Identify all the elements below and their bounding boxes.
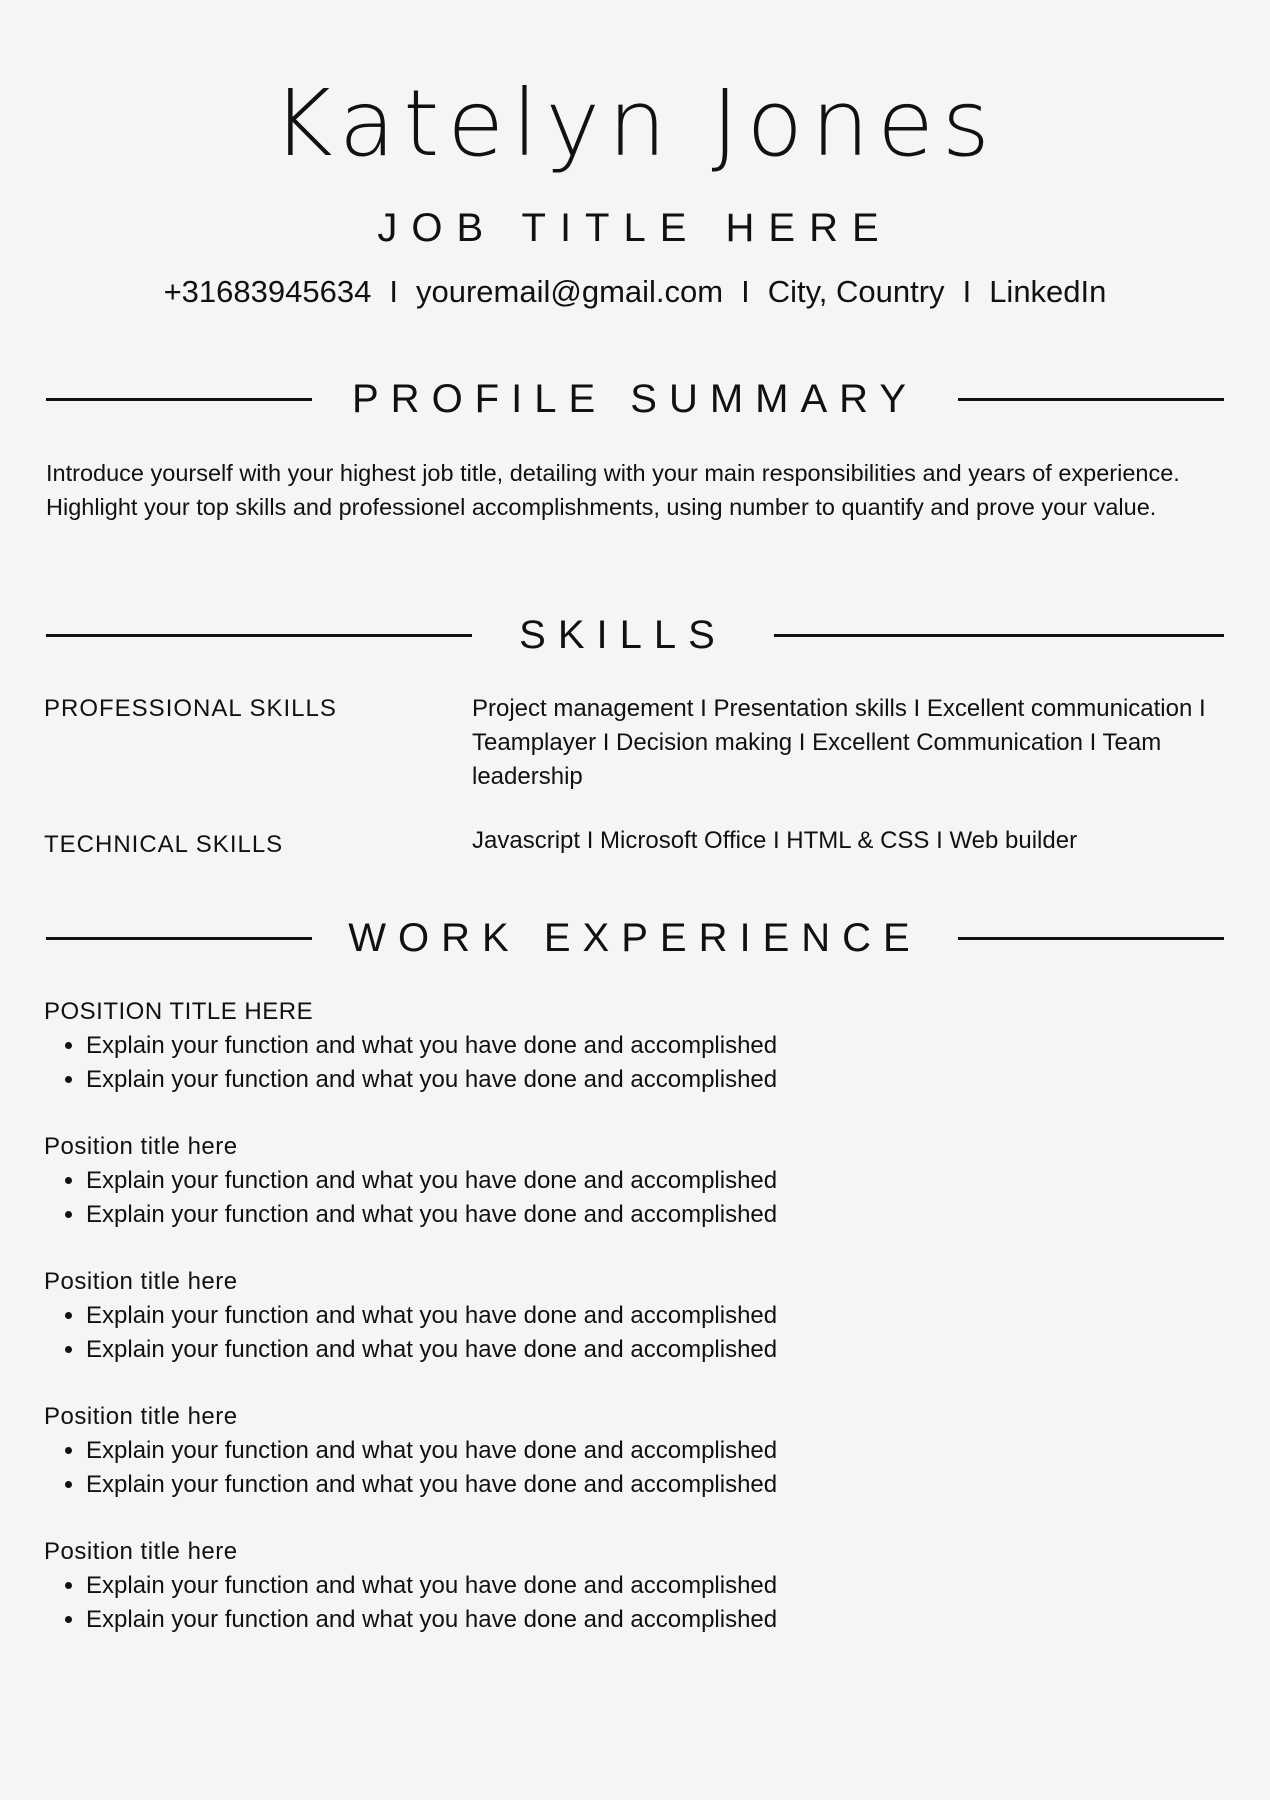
candidate-name: Katelyn Jones: [272, 70, 998, 177]
contact-location: City, Country: [767, 274, 945, 309]
heading-rule-right: [958, 937, 1224, 940]
position-bullet: • Explain your function and what you have done and accomplished: [86, 1468, 1224, 1502]
position-title: Position title here: [44, 1133, 238, 1160]
position-title: Position title here: [44, 1403, 238, 1430]
position-bullets: [44, 1029, 1224, 1097]
contact-linkedin: LinkedIn: [989, 274, 1107, 309]
work-position: [44, 1400, 1224, 1502]
contact-separator: I: [741, 274, 750, 309]
heading-rule-left: [46, 398, 312, 401]
position-bullet: • Explain your function and what you have done and accomplished: [86, 1434, 1224, 1468]
position-title: Position title here: [44, 1268, 238, 1295]
heading-rule-right: [958, 398, 1224, 401]
profile-summary-heading: [46, 374, 1224, 424]
professional-skills-row: [44, 692, 1224, 802]
position-bullet: • Explain your function and what you have done and accomplished: [86, 1198, 1224, 1232]
section-title: WORK EXPERIENCE: [348, 916, 922, 960]
job-title: JOB TITLE HERE: [377, 206, 893, 250]
position-bullet: • Explain your function and what you have done and accomplished: [86, 1603, 1224, 1637]
technical-skills-label: TECHNICAL SKILLS: [44, 831, 284, 858]
position-bullets: [44, 1164, 1224, 1232]
position-bullet: • Explain your function and what you have done and accomplished: [86, 1569, 1224, 1603]
work-position: [44, 1265, 1224, 1367]
position-title: POSITION TITLE HERE: [44, 998, 314, 1025]
contact-email: youremail@gmail.com: [415, 274, 724, 309]
position-bullets: [44, 1434, 1224, 1502]
section-title: PROFILE SUMMARY: [352, 377, 918, 421]
position-bullets: [44, 1299, 1224, 1367]
work-position: [44, 1130, 1224, 1232]
section-title: SKILLS: [519, 613, 727, 657]
technical-skills-row: [44, 824, 1224, 864]
heading-rule-left: [46, 634, 472, 637]
position-bullets: [44, 1569, 1224, 1637]
position-bullet: • Explain your function and what you have done and accomplished: [86, 1299, 1224, 1333]
contact-separator: I: [389, 274, 398, 309]
professional-skills-label: PROFESSIONAL SKILLS: [44, 695, 337, 722]
heading-rule-left: [46, 937, 312, 940]
professional-skills-value: Project management I Presentation skills I Excellent communication I Teamplayer I Decision making I Excellent Communication I Team leadership: [472, 695, 1206, 790]
position-bullet: • Explain your function and what you have done and accomplished: [86, 1063, 1224, 1097]
position-bullet: • Explain your function and what you have done and accomplished: [86, 1333, 1224, 1367]
position-bullet: • Explain your function and what you have done and accomplished: [86, 1164, 1224, 1198]
work-position: [44, 995, 1224, 1097]
profile-summary-text: Introduce yourself with your highest job title, detailing with your main responsibilities and years of experience. Highlight your top skills and professionel accomplishments, using number to quantify and prove your value.: [46, 460, 1180, 520]
contact-line: [0, 276, 1270, 307]
skills-heading: [46, 610, 1224, 660]
contact-phone: +31683945634: [163, 274, 372, 309]
position-bullet: • Explain your function and what you have done and accomplished: [86, 1029, 1224, 1063]
position-title: Position title here: [44, 1538, 238, 1565]
heading-rule-right: [774, 634, 1224, 637]
work-position: [44, 1535, 1224, 1637]
contact-separator: I: [962, 274, 972, 309]
technical-skills-value: Javascript I Microsoft Office I HTML & CSS I Web builder: [472, 827, 1078, 854]
work-experience-heading: [46, 913, 1224, 963]
